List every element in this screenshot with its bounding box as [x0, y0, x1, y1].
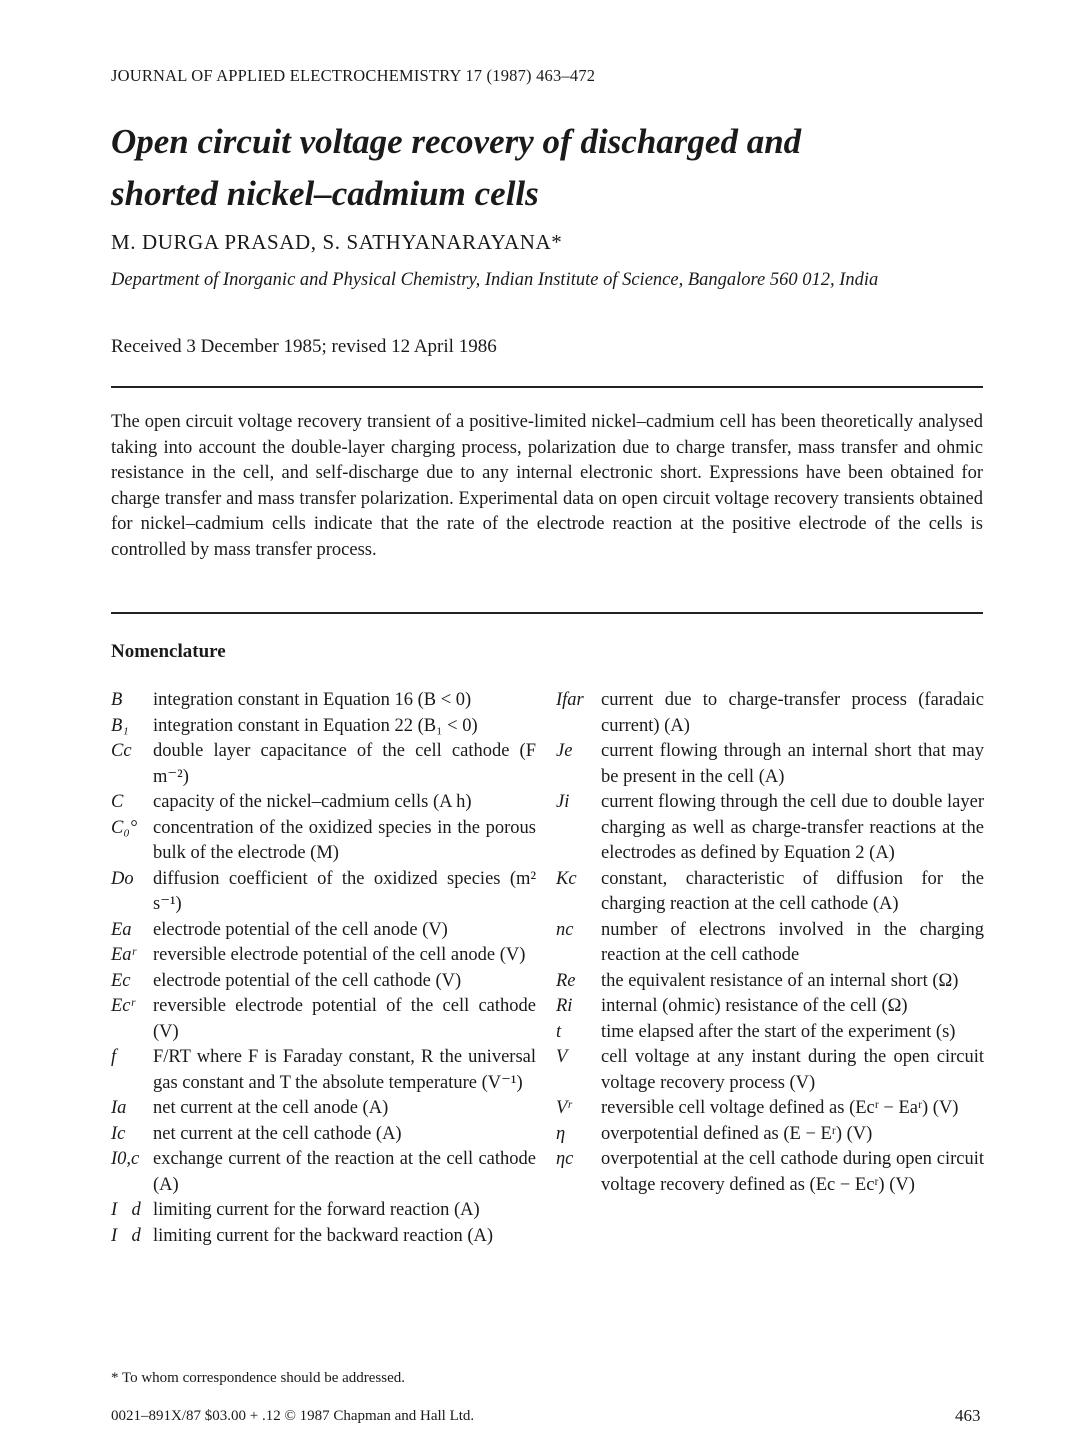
nomenclature-definition: overpotential defined as (E − Eʳ) (V) — [601, 1123, 873, 1144]
nomenclature-symbol: B — [111, 690, 123, 710]
top-divider — [111, 386, 983, 388]
nomenclature-definition: double layer capacitance of the cell cathode (F m⁻²) — [153, 741, 536, 787]
nomenclature-symbol: I0,c — [111, 1149, 140, 1169]
nomenclature-definition: current flowing through the cell due to double layer charging as well as charge-transfer reactions at the electrodes as defined by Equation 2 (A) — [601, 792, 984, 863]
nomenclature-definition: F/RT where F is Faraday constant, R the universal gas constant and T the absolute temperature (V⁻¹) — [153, 1047, 536, 1093]
nomenclature-definition: limiting current for the backward reaction (A) — [153, 1225, 494, 1246]
copyright-line: 0021–891X/87 $03.00 + .12 © 1987 Chapman and Hall Ltd. — [111, 1408, 475, 1424]
nomenclature-symbol: Ec — [111, 970, 131, 991]
nomenclature-entry — [111, 739, 536, 790]
nomenclature-entry — [556, 739, 984, 790]
nomenclature-symbol: Ia — [111, 1098, 127, 1118]
affiliation: Department of Inorganic and Physical Chemistry, Indian Institute of Science, Bangalore 560 012, India — [111, 270, 879, 290]
nomenclature-entry — [111, 969, 536, 995]
nomenclature-symbol: η — [556, 1123, 566, 1144]
nomenclature-symbol: V — [556, 1047, 568, 1067]
nomenclature-symbol: Vʳ — [556, 1098, 572, 1118]
nomenclature-entry — [111, 1198, 536, 1224]
nomenclature-definition: capacity of the nickel–cadmium cells (A h) — [153, 792, 472, 812]
abstract-text: The open circuit voltage recovery transient of a positive-limited nickel–cadmium cell has been theoretically analysed taking into account the double-layer charging process, polarization due to charge transfer, mass transfer and ohmic resistance in the cell, and self-discharge due to any internal electronic short. Expressions have been obtained for charge transfer and mass transfer polarization. Experimental data on open circuit voltage recovery transients obtained for nickel–cadmium cells indicate that the rate of the electrode reaction at the positive electrode of the cells is controlled by mass transfer process. — [111, 412, 983, 560]
nomenclature-symbol: t — [556, 1021, 562, 1042]
nomenclature-entry — [111, 918, 536, 944]
nomenclature-symbol: nc — [556, 919, 574, 940]
nomenclature-entry — [111, 1147, 536, 1198]
nomenclature-entry — [111, 943, 536, 969]
nomenclature-entry — [556, 790, 984, 867]
nomenclature-entry — [556, 1020, 984, 1046]
nomenclature-definition: overpotential at the cell cathode during open circuit voltage recovery defined as (Ec − Ecʳ) (V) — [601, 1149, 984, 1195]
nomenclature-symbol: C — [111, 792, 124, 812]
nomenclature-symbol: I⃖d — [111, 1225, 141, 1246]
nomenclature-entry — [556, 1096, 984, 1122]
nomenclature-symbol: ηc — [556, 1149, 574, 1169]
abstract — [111, 410, 983, 563]
page-number: 463 — [955, 1406, 981, 1425]
nomenclature-definition: electrode potential of the cell anode (V) — [153, 919, 448, 940]
nomenclature-entry — [111, 1045, 536, 1096]
nomenclature-definition: net current at the cell cathode (A) — [153, 1123, 402, 1144]
nomenclature-definition: integration constant in Equation 16 (B < 0) — [153, 690, 472, 710]
nomenclature-entry — [556, 688, 984, 739]
nomenclature-definition: concentration of the oxidized species in the porous bulk of the electrode (M) — [153, 817, 536, 863]
nomenclature-symbol: Ecʳ — [111, 996, 135, 1016]
article-title — [111, 116, 991, 220]
nomenclature-entry — [556, 969, 984, 995]
nomenclature-symbol: Je — [556, 741, 573, 761]
nomenclature-entry — [111, 1122, 536, 1148]
nomenclature-entry — [111, 867, 536, 918]
nomenclature-entry — [556, 1045, 984, 1096]
nomenclature-definition: current due to charge-transfer process (faradaic current) (A) — [601, 690, 984, 736]
nomenclature-definition: reversible electrode potential of the cell cathode (V) — [153, 996, 536, 1042]
footnote: * To whom correspondence should be addressed. — [111, 1370, 406, 1386]
nomenclature-entry — [111, 714, 536, 740]
nomenclature-symbol: Ea — [111, 919, 132, 940]
nomenclature-entry — [111, 1096, 536, 1122]
nomenclature-definition: cell voltage at any instant during the open circuit voltage recovery process (V) — [601, 1047, 984, 1093]
nomenclature-symbol: B₁ — [111, 715, 129, 736]
nomenclature-definition: number of electrons involved in the charging reaction at the cell cathode — [601, 919, 984, 965]
journal-header: JOURNAL OF APPLIED ELECTROCHEMISTRY 17 (1987) 463–472 — [111, 66, 596, 85]
nomenclature-definition: diffusion coefficient of the oxidized species (m² s⁻¹) — [153, 868, 536, 914]
nomenclature-definition: electrode potential of the cell cathode (V) — [153, 970, 462, 991]
nomenclature-entry — [556, 867, 984, 918]
nomenclature-left-column — [111, 688, 536, 1249]
nomenclature-right-column — [556, 688, 984, 1198]
nomenclature-entry — [556, 918, 984, 969]
nomenclature-symbol: Ifar — [556, 690, 584, 710]
bottom-divider — [111, 612, 983, 614]
title-line-1: Open circuit voltage recovery of discharged and — [111, 122, 802, 161]
nomenclature-definition: exchange current of the reaction at the cell cathode (A) — [153, 1149, 536, 1195]
nomenclature-symbol: Ri — [556, 996, 573, 1016]
nomenclature-entry — [111, 1224, 536, 1250]
nomenclature-definition: current flowing through an internal short that may be present in the cell (A) — [601, 741, 984, 787]
nomenclature-entry — [556, 1147, 984, 1198]
nomenclature-definition: the equivalent resistance of an internal short (Ω) — [601, 970, 959, 991]
nomenclature-definition: time elapsed after the start of the experiment (s) — [601, 1021, 956, 1042]
nomenclature-entry — [111, 790, 536, 816]
nomenclature-symbol: Do — [111, 868, 134, 889]
nomenclature-heading: Nomenclature — [111, 641, 226, 662]
nomenclature-symbol: I⃗d — [111, 1200, 141, 1220]
nomenclature-entry — [111, 994, 536, 1045]
nomenclature-definition: integration constant in Equation 22 (B₁ < 0) — [153, 715, 478, 736]
nomenclature-definition: reversible electrode potential of the cell anode (V) — [153, 945, 526, 965]
nomenclature-symbol: Re — [556, 970, 576, 991]
nomenclature-entry — [556, 994, 984, 1020]
nomenclature-symbol: Kc — [556, 868, 577, 889]
authors: M. DURGA PRASAD, S. SATHYANARAYANA* — [111, 230, 563, 254]
nomenclature-entry — [111, 688, 536, 714]
nomenclature-definition: limiting current for the forward reaction (A) — [153, 1200, 480, 1220]
nomenclature-symbol: Ji — [556, 792, 570, 812]
nomenclature-symbol: f — [111, 1047, 117, 1067]
received-dates: Received 3 December 1985; revised 12 April 1986 — [111, 336, 497, 357]
nomenclature-definition: internal (ohmic) resistance of the cell (Ω) — [601, 996, 908, 1016]
nomenclature-symbol: C₀° — [111, 817, 138, 838]
nomenclature-symbol: Cc — [111, 741, 132, 761]
nomenclature-entry — [556, 1122, 984, 1148]
nomenclature-symbol: Eaʳ — [111, 945, 136, 965]
nomenclature-symbol: Ic — [111, 1123, 126, 1144]
nomenclature-definition: reversible cell voltage defined as (Ecʳ − Eaʳ) (V) — [601, 1098, 959, 1118]
nomenclature-definition: net current at the cell anode (A) — [153, 1098, 389, 1118]
nomenclature-definition: constant, characteristic of diffusion for the charging reaction at the cell cathode (A) — [601, 868, 984, 914]
title-line-2: shorted nickel–cadmium cells — [111, 174, 539, 213]
nomenclature-entry — [111, 816, 536, 867]
